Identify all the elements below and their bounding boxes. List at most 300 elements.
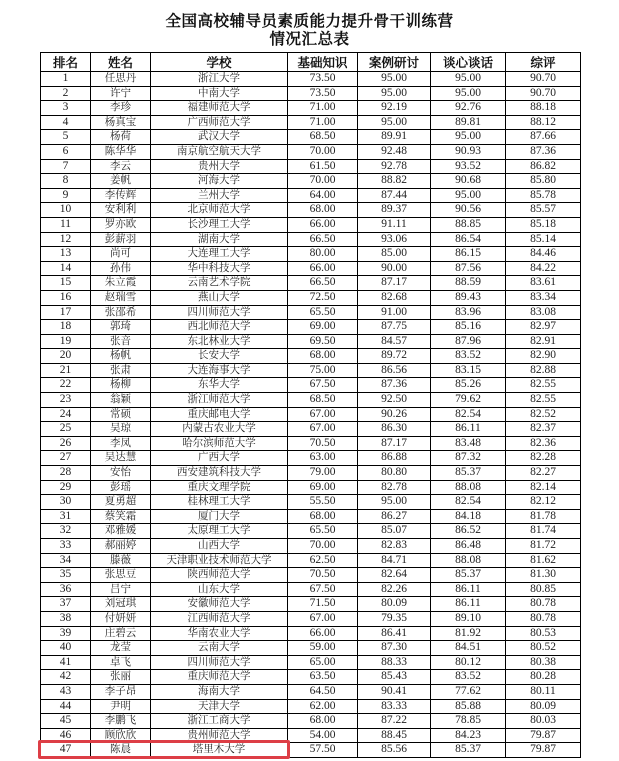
cell-name: 付妍妍	[91, 611, 151, 626]
cell-case-study: 95.00	[358, 495, 431, 510]
cell-name: 蔡笑霜	[91, 509, 151, 524]
table-row	[41, 641, 581, 656]
cell-basic-knowledge: 62.00	[288, 699, 358, 714]
cell-rank: 3	[41, 101, 91, 116]
cell-overall: 79.87	[506, 728, 581, 743]
cell-school: 海南大学	[151, 684, 288, 699]
cell-case-study: 95.00	[358, 115, 431, 130]
cell-heart-talk: 82.54	[431, 495, 506, 510]
cell-basic-knowledge: 69.50	[288, 334, 358, 349]
cell-basic-knowledge: 64.50	[288, 684, 358, 699]
table-row	[41, 509, 581, 524]
cell-basic-knowledge: 71.50	[288, 597, 358, 612]
cell-heart-talk: 89.10	[431, 611, 506, 626]
cell-rank: 22	[41, 378, 91, 393]
cell-overall: 81.62	[506, 553, 581, 568]
table-row	[41, 684, 581, 699]
cell-basic-knowledge: 66.50	[288, 232, 358, 247]
table-row	[41, 422, 581, 437]
cell-case-study: 83.33	[358, 699, 431, 714]
cell-school: 浙江师范大学	[151, 393, 288, 408]
cell-name: 李传辉	[91, 188, 151, 203]
cell-overall: 88.18	[506, 101, 581, 116]
cell-heart-talk: 88.85	[431, 217, 506, 232]
cell-rank: 6	[41, 144, 91, 159]
cell-overall: 81.78	[506, 509, 581, 524]
cell-case-study: 86.41	[358, 626, 431, 641]
cell-school: 山东大学	[151, 582, 288, 597]
table-row	[41, 611, 581, 626]
cell-name: 朱立霞	[91, 276, 151, 291]
cell-rank: 18	[41, 320, 91, 335]
cell-overall: 82.90	[506, 349, 581, 364]
cell-case-study: 89.72	[358, 349, 431, 364]
table-row	[41, 451, 581, 466]
cell-overall: 85.14	[506, 232, 581, 247]
cell-name: 邓雅媛	[91, 524, 151, 539]
table-row	[41, 305, 581, 320]
cell-case-study: 80.09	[358, 597, 431, 612]
cell-name: 吴达慧	[91, 451, 151, 466]
cell-name: 滕薇	[91, 553, 151, 568]
cell-rank: 37	[41, 597, 91, 612]
cell-basic-knowledge: 66.00	[288, 626, 358, 641]
table-row	[41, 597, 581, 612]
cell-heart-talk: 83.52	[431, 670, 506, 685]
cell-basic-knowledge: 72.50	[288, 290, 358, 305]
cell-rank: 9	[41, 188, 91, 203]
cell-name: 许宁	[91, 86, 151, 101]
cell-case-study: 86.88	[358, 451, 431, 466]
cell-rank: 34	[41, 553, 91, 568]
cell-overall: 82.91	[506, 334, 581, 349]
cell-name: 郭琦	[91, 320, 151, 335]
cell-school: 四川师范大学	[151, 655, 288, 670]
cell-basic-knowledge: 66.50	[288, 276, 358, 291]
cell-case-study: 82.26	[358, 582, 431, 597]
cell-heart-talk: 95.00	[431, 72, 506, 87]
cell-name: 李鹏飞	[91, 714, 151, 729]
cell-name: 赵瑞雪	[91, 290, 151, 305]
column-header: 基础知识	[288, 53, 358, 72]
cell-overall: 85.80	[506, 174, 581, 189]
cell-heart-talk: 79.62	[431, 393, 506, 408]
table-row	[41, 349, 581, 364]
cell-name: 尹明	[91, 699, 151, 714]
cell-rank: 45	[41, 714, 91, 729]
cell-heart-talk: 88.08	[431, 480, 506, 495]
cell-school: 哈尔滨师范大学	[151, 436, 288, 451]
cell-basic-knowledge: 57.50	[288, 743, 358, 758]
table-row	[41, 217, 581, 232]
cell-rank: 4	[41, 115, 91, 130]
cell-school: 湖南大学	[151, 232, 288, 247]
cell-case-study: 92.48	[358, 144, 431, 159]
cell-case-study: 91.00	[358, 305, 431, 320]
cell-case-study: 95.00	[358, 72, 431, 87]
cell-heart-talk: 85.88	[431, 699, 506, 714]
cell-case-study: 79.35	[358, 611, 431, 626]
cell-rank: 43	[41, 684, 91, 699]
cell-case-study: 87.17	[358, 276, 431, 291]
cell-basic-knowledge: 67.00	[288, 422, 358, 437]
table-row	[41, 407, 581, 422]
table-row	[41, 670, 581, 685]
cell-school: 长安大学	[151, 349, 288, 364]
table-row	[41, 334, 581, 349]
cell-heart-talk: 86.52	[431, 524, 506, 539]
cell-rank: 46	[41, 728, 91, 743]
cell-rank: 31	[41, 509, 91, 524]
cell-basic-knowledge: 75.00	[288, 363, 358, 378]
cell-basic-knowledge: 71.00	[288, 101, 358, 116]
cell-name: 孙伟	[91, 261, 151, 276]
cell-school: 浙江大学	[151, 72, 288, 87]
cell-heart-talk: 83.48	[431, 436, 506, 451]
cell-overall: 80.78	[506, 597, 581, 612]
cell-heart-talk: 77.62	[431, 684, 506, 699]
table-row	[41, 144, 581, 159]
cell-heart-talk: 93.52	[431, 159, 506, 174]
cell-school: 四川师范大学	[151, 305, 288, 320]
cell-heart-talk: 86.48	[431, 539, 506, 554]
cell-overall: 82.36	[506, 436, 581, 451]
table-row	[41, 728, 581, 743]
cell-case-study: 85.43	[358, 670, 431, 685]
cell-name: 张丽	[91, 670, 151, 685]
table-row	[41, 130, 581, 145]
cell-case-study: 82.64	[358, 568, 431, 583]
cell-overall: 86.82	[506, 159, 581, 174]
cell-basic-knowledge: 64.00	[288, 188, 358, 203]
cell-case-study: 92.19	[358, 101, 431, 116]
cell-basic-knowledge: 68.00	[288, 349, 358, 364]
cell-basic-knowledge: 73.50	[288, 86, 358, 101]
cell-overall: 82.37	[506, 422, 581, 437]
cell-school: 安徽师范大学	[151, 597, 288, 612]
cell-case-study: 84.57	[358, 334, 431, 349]
cell-heart-talk: 84.18	[431, 509, 506, 524]
cell-school: 西安建筑科技大学	[151, 466, 288, 481]
cell-rank: 25	[41, 422, 91, 437]
cell-overall: 82.55	[506, 393, 581, 408]
cell-school: 太原理工大学	[151, 524, 288, 539]
cell-school: 贵州师范大学	[151, 728, 288, 743]
cell-name: 夏勇超	[91, 495, 151, 510]
cell-name: 杨柳	[91, 378, 151, 393]
cell-rank: 19	[41, 334, 91, 349]
cell-rank: 33	[41, 539, 91, 554]
cell-rank: 23	[41, 393, 91, 408]
cell-school: 桂林理工大学	[151, 495, 288, 510]
cell-heart-talk: 90.93	[431, 144, 506, 159]
cell-overall: 87.36	[506, 144, 581, 159]
cell-heart-talk: 78.85	[431, 714, 506, 729]
cell-overall: 88.12	[506, 115, 581, 130]
cell-heart-talk: 86.11	[431, 582, 506, 597]
cell-overall: 80.52	[506, 641, 581, 656]
cell-rank: 11	[41, 217, 91, 232]
cell-name: 陈晨	[91, 743, 151, 758]
column-header: 学校	[151, 53, 288, 72]
cell-rank: 42	[41, 670, 91, 685]
cell-school: 南京航空航天大学	[151, 144, 288, 159]
cell-overall: 85.78	[506, 188, 581, 203]
cell-school: 浙江工商大学	[151, 714, 288, 729]
cell-overall: 79.87	[506, 743, 581, 758]
cell-case-study: 89.91	[358, 130, 431, 145]
table-row	[41, 115, 581, 130]
cell-basic-knowledge: 79.00	[288, 466, 358, 481]
cell-overall: 80.38	[506, 655, 581, 670]
cell-school: 兰州大学	[151, 188, 288, 203]
cell-heart-talk: 86.11	[431, 597, 506, 612]
cell-school: 燕山大学	[151, 290, 288, 305]
cell-basic-knowledge: 67.50	[288, 378, 358, 393]
cell-basic-knowledge: 73.50	[288, 72, 358, 87]
cell-rank: 32	[41, 524, 91, 539]
table-row	[41, 188, 581, 203]
cell-overall: 82.55	[506, 378, 581, 393]
cell-school: 天津职业技术师范大学	[151, 553, 288, 568]
cell-overall: 90.70	[506, 72, 581, 87]
cell-case-study: 88.33	[358, 655, 431, 670]
cell-school: 云南大学	[151, 641, 288, 656]
cell-rank: 12	[41, 232, 91, 247]
cell-heart-talk: 95.00	[431, 130, 506, 145]
cell-school: 大连海事大学	[151, 363, 288, 378]
cell-name: 尚可	[91, 247, 151, 262]
cell-heart-talk: 87.56	[431, 261, 506, 276]
cell-heart-talk: 83.15	[431, 363, 506, 378]
cell-basic-knowledge: 55.50	[288, 495, 358, 510]
cell-name: 李珍	[91, 101, 151, 116]
cell-rank: 39	[41, 626, 91, 641]
cell-name: 彭瑶	[91, 480, 151, 495]
table-row	[41, 655, 581, 670]
cell-name: 刘冠琪	[91, 597, 151, 612]
cell-case-study: 95.00	[358, 86, 431, 101]
column-header: 综评	[506, 53, 581, 72]
cell-rank: 47	[41, 743, 91, 758]
table-row	[41, 553, 581, 568]
cell-heart-talk: 87.96	[431, 334, 506, 349]
cell-name: 吕宁	[91, 582, 151, 597]
cell-basic-knowledge: 54.00	[288, 728, 358, 743]
table-row	[41, 174, 581, 189]
cell-basic-knowledge: 68.00	[288, 714, 358, 729]
cell-rank: 15	[41, 276, 91, 291]
cell-heart-talk: 86.15	[431, 247, 506, 262]
cell-overall: 82.28	[506, 451, 581, 466]
cell-school: 重庆邮电大学	[151, 407, 288, 422]
cell-heart-talk: 82.54	[431, 407, 506, 422]
cell-rank: 40	[41, 641, 91, 656]
cell-school: 江西师范大学	[151, 611, 288, 626]
cell-school: 内蒙古农业大学	[151, 422, 288, 437]
cell-case-study: 87.44	[358, 188, 431, 203]
cell-case-study: 88.45	[358, 728, 431, 743]
cell-name: 杨真宝	[91, 115, 151, 130]
cell-rank: 44	[41, 699, 91, 714]
cell-school: 西北师范大学	[151, 320, 288, 335]
cell-overall: 82.14	[506, 480, 581, 495]
cell-case-study: 91.11	[358, 217, 431, 232]
cell-basic-knowledge: 65.50	[288, 305, 358, 320]
cell-case-study: 92.78	[358, 159, 431, 174]
cell-name: 郝丽婷	[91, 539, 151, 554]
cell-heart-talk: 84.23	[431, 728, 506, 743]
cell-case-study: 88.82	[358, 174, 431, 189]
cell-name: 杨荷	[91, 130, 151, 145]
cell-name: 李云	[91, 159, 151, 174]
cell-overall: 84.22	[506, 261, 581, 276]
cell-rank: 8	[41, 174, 91, 189]
cell-basic-knowledge: 65.00	[288, 655, 358, 670]
cell-school: 广西大学	[151, 451, 288, 466]
cell-basic-knowledge: 63.00	[288, 451, 358, 466]
cell-heart-talk: 84.51	[431, 641, 506, 656]
cell-name: 张肃	[91, 363, 151, 378]
cell-rank: 36	[41, 582, 91, 597]
cell-heart-talk: 85.37	[431, 743, 506, 758]
cell-overall: 80.53	[506, 626, 581, 641]
cell-overall: 80.28	[506, 670, 581, 685]
cell-overall: 81.72	[506, 539, 581, 554]
cell-overall: 82.97	[506, 320, 581, 335]
cell-name: 安利利	[91, 203, 151, 218]
cell-name: 姜帆	[91, 174, 151, 189]
cell-case-study: 87.30	[358, 641, 431, 656]
table-row	[41, 539, 581, 554]
cell-overall: 82.88	[506, 363, 581, 378]
cell-basic-knowledge: 68.50	[288, 130, 358, 145]
cell-rank: 17	[41, 305, 91, 320]
cell-school: 重庆文理学院	[151, 480, 288, 495]
cell-overall: 81.30	[506, 568, 581, 583]
cell-rank: 13	[41, 247, 91, 262]
cell-name: 罗亦欧	[91, 217, 151, 232]
cell-overall: 90.70	[506, 86, 581, 101]
cell-school: 北京师范大学	[151, 203, 288, 218]
table-row	[41, 495, 581, 510]
cell-rank: 20	[41, 349, 91, 364]
cell-basic-knowledge: 69.00	[288, 480, 358, 495]
cell-basic-knowledge: 67.00	[288, 407, 358, 422]
cell-school: 陕西师范大学	[151, 568, 288, 583]
title-line-2: 情况汇总表	[269, 31, 350, 48]
cell-school: 华中科技大学	[151, 261, 288, 276]
cell-name: 顾欣欣	[91, 728, 151, 743]
cell-name: 陈华华	[91, 144, 151, 159]
cell-basic-knowledge: 63.50	[288, 670, 358, 685]
column-header: 谈心谈话	[431, 53, 506, 72]
cell-school: 贵州大学	[151, 159, 288, 174]
cell-case-study: 87.17	[358, 436, 431, 451]
cell-case-study: 89.37	[358, 203, 431, 218]
cell-overall: 80.09	[506, 699, 581, 714]
cell-heart-talk: 89.81	[431, 115, 506, 130]
cell-rank: 1	[41, 72, 91, 87]
cell-heart-talk: 95.00	[431, 86, 506, 101]
table-row	[41, 276, 581, 291]
table-row	[41, 393, 581, 408]
cell-case-study: 86.30	[358, 422, 431, 437]
cell-case-study: 80.80	[358, 466, 431, 481]
cell-rank: 7	[41, 159, 91, 174]
cell-basic-knowledge: 70.00	[288, 144, 358, 159]
cell-case-study: 82.78	[358, 480, 431, 495]
cell-basic-knowledge: 70.50	[288, 568, 358, 583]
cell-overall: 87.66	[506, 130, 581, 145]
cell-heart-talk: 90.56	[431, 203, 506, 218]
cell-heart-talk: 95.00	[431, 188, 506, 203]
cell-school: 云南艺术学院	[151, 276, 288, 291]
cell-heart-talk: 86.11	[431, 422, 506, 437]
table-row	[41, 568, 581, 583]
cell-name: 吴琼	[91, 422, 151, 437]
cell-overall: 83.34	[506, 290, 581, 305]
cell-basic-knowledge: 67.50	[288, 582, 358, 597]
cell-overall: 85.18	[506, 217, 581, 232]
table-row	[41, 232, 581, 247]
cell-heart-talk: 88.08	[431, 553, 506, 568]
cell-name: 张思豆	[91, 568, 151, 583]
cell-name: 任思丹	[91, 72, 151, 87]
table-row	[41, 86, 581, 101]
cell-name: 杨帆	[91, 349, 151, 364]
cell-name: 庄碧云	[91, 626, 151, 641]
cell-name: 安怡	[91, 466, 151, 481]
table-row	[41, 436, 581, 451]
cell-overall: 82.27	[506, 466, 581, 481]
cell-basic-knowledge: 69.00	[288, 320, 358, 335]
table-row	[41, 466, 581, 481]
cell-heart-talk: 88.59	[431, 276, 506, 291]
cell-basic-knowledge: 70.50	[288, 436, 358, 451]
table-row	[41, 203, 581, 218]
cell-overall: 82.52	[506, 407, 581, 422]
cell-heart-talk: 81.92	[431, 626, 506, 641]
cell-heart-talk: 86.54	[431, 232, 506, 247]
table-row	[41, 480, 581, 495]
cell-basic-knowledge: 65.50	[288, 524, 358, 539]
column-header: 案例研讨	[358, 53, 431, 72]
cell-overall: 85.57	[506, 203, 581, 218]
cell-overall: 81.74	[506, 524, 581, 539]
cell-heart-talk: 83.96	[431, 305, 506, 320]
cell-basic-knowledge: 59.00	[288, 641, 358, 656]
cell-case-study: 90.26	[358, 407, 431, 422]
table-row	[41, 261, 581, 276]
cell-basic-knowledge: 67.00	[288, 611, 358, 626]
cell-basic-knowledge: 70.00	[288, 174, 358, 189]
cell-case-study: 82.83	[358, 539, 431, 554]
cell-heart-talk: 92.76	[431, 101, 506, 116]
cell-rank: 28	[41, 466, 91, 481]
cell-overall: 83.08	[506, 305, 581, 320]
table-row	[41, 290, 581, 305]
cell-case-study: 84.71	[358, 553, 431, 568]
cell-heart-talk: 90.68	[431, 174, 506, 189]
cell-case-study: 85.56	[358, 743, 431, 758]
cell-rank: 16	[41, 290, 91, 305]
cell-basic-knowledge: 68.00	[288, 509, 358, 524]
cell-heart-talk: 80.12	[431, 655, 506, 670]
table-row	[41, 159, 581, 174]
cell-name: 彭薪羽	[91, 232, 151, 247]
cell-basic-knowledge: 71.00	[288, 115, 358, 130]
